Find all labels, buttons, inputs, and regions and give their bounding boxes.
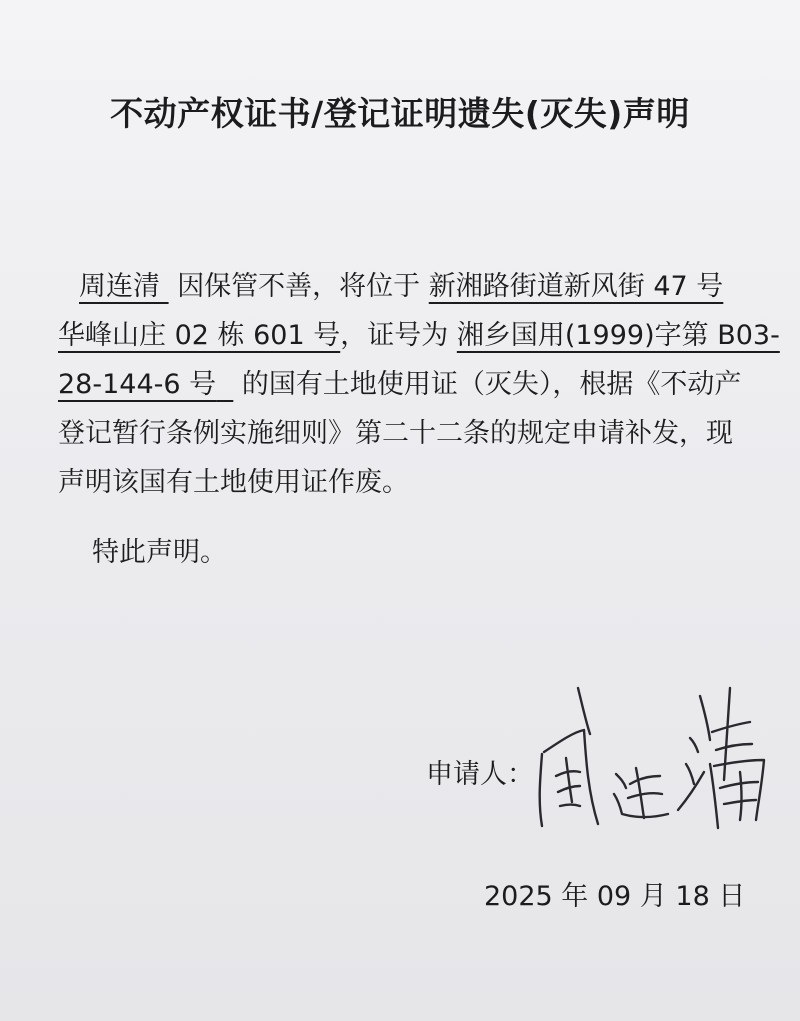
applicant-label: 申请人： — [426, 759, 534, 790]
applicant-name: 周连清 — [79, 271, 160, 302]
body-line-1 — [58, 262, 758, 311]
property-address-1: 新湘路街道新风街 47 号 — [428, 271, 724, 302]
declaration-body — [58, 262, 780, 507]
body-line-2 — [58, 311, 780, 360]
body-text-1: 因保管不善，将位于 — [177, 271, 421, 302]
certificate-number-1: 湘乡国用(1999)字第 B03- — [456, 320, 780, 351]
document-title: 不动产权证书/登记证明遗失(灭失)声明 — [110, 94, 690, 133]
closing-statement: 特此声明。 — [92, 537, 227, 568]
property-address-2: 华峰山庄 02 栋 601 号 — [58, 320, 341, 351]
body-text-2: ，证号为 — [340, 320, 449, 351]
body-line-5: 声明该国有土地使用证作废。 — [58, 467, 409, 498]
handwritten-signature — [528, 680, 778, 840]
body-line-3 — [58, 360, 758, 409]
certificate-number-2: 28-144-6 号 — [58, 369, 217, 400]
declaration-date: 2025 年 09 月 18 日 — [484, 881, 746, 912]
body-text-3: 的国有土地使用证（灭失），根据《不动产 — [241, 369, 742, 400]
body-line-4: 登记暂行条例实施细则》第二十二条的规定申请补发，现 — [58, 418, 733, 449]
